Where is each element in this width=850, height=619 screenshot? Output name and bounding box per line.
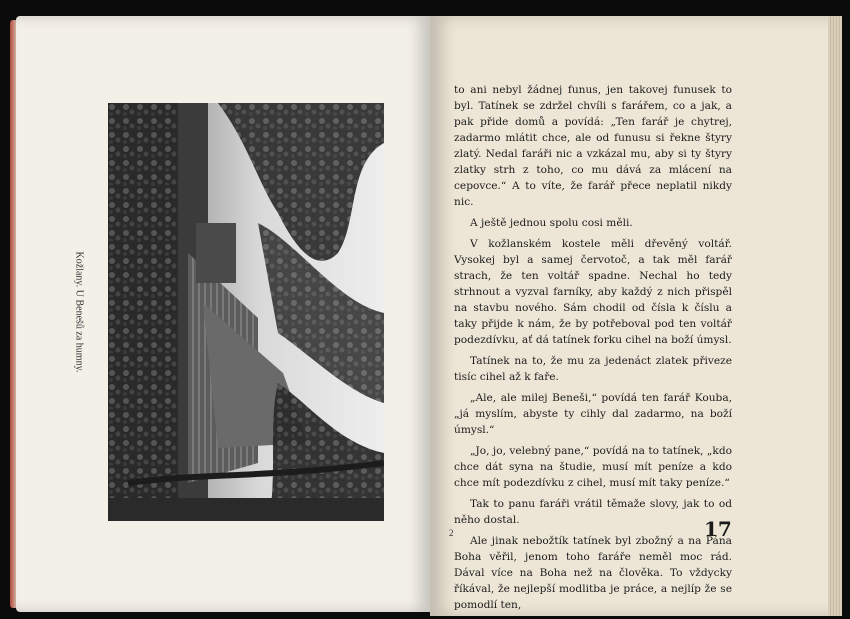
body-text	[454, 82, 732, 618]
paragraph: Tak to panu faráři vrátil těmaže slovy, jak to od něho dostal.	[454, 498, 732, 526]
right-page-edge	[828, 16, 842, 616]
photo-caption: Kožlany. U Benešů za humny.	[73, 251, 85, 373]
paragraph: „Jo, jo, velebný pane,“ povídá na to tatínek, „kdo chce dát syna na študie, musí mít peníze a kdo chce mít podezdívku z cihel, musí mít taky peníze.“	[454, 445, 732, 489]
photo-illustration	[108, 103, 384, 521]
paragraph: „Ale, ale milej Beneši,“ povídá ten farář Kouba, „já myslím, abyste ty cihly dal zadarmo, na boží úmysl.“	[454, 392, 732, 436]
paragraph: Tatínek na to, že mu za jedenáct zlatek přiveze tisíc cihel až k faře.	[454, 355, 732, 383]
signature-mark: 2	[449, 528, 454, 538]
paragraph: to ani nebyl žádnej funus, jen takovej funusek to byl. Tatínek se zdržel chvíli s farářem, co a jak, a pak přide domů a povídá: „Ten farář je chytrej, zadarmo mlátit chce, ale od funusu si řekne štyry zlatý. Nedal faráři nic a vzkázal mu, aby si ty štyry zlatky strh z toho, co mu dává za mlácení na cepovce.“ A to víte, že farář přece neplatil nikdy nic.	[454, 84, 732, 208]
photograph-cottage	[108, 103, 384, 521]
page-number: 17	[704, 517, 732, 541]
paragraph: A ještě jednou spolu cosi měli.	[470, 217, 633, 229]
paragraph: Ale jinak nebožtík tatínek byl zbožný a na Pána Boha věřil, jenom toho faráře neměl moc rád. Dával více na Boha než na člověka. To vždycky říkával, že nejlepší modlitba je práce, a nejlíp že se pomodlí ten,	[454, 535, 732, 611]
paragraph: V kožlanském kostele měli dřevěný voltář. Vysokej byl a samej červotoč, a tak měl farář strach, že ten voltář spadne. Nechal ho tedy strhnout a vyzval farníky, aby každý z nich přispěl na stavbu nového. Sám chodil od čísla k číslu a taky přijde k nám, že by potřeboval pod ten voltář podezdívku, ať dá tatínek forku cihel na boží úmysl.	[454, 238, 732, 346]
